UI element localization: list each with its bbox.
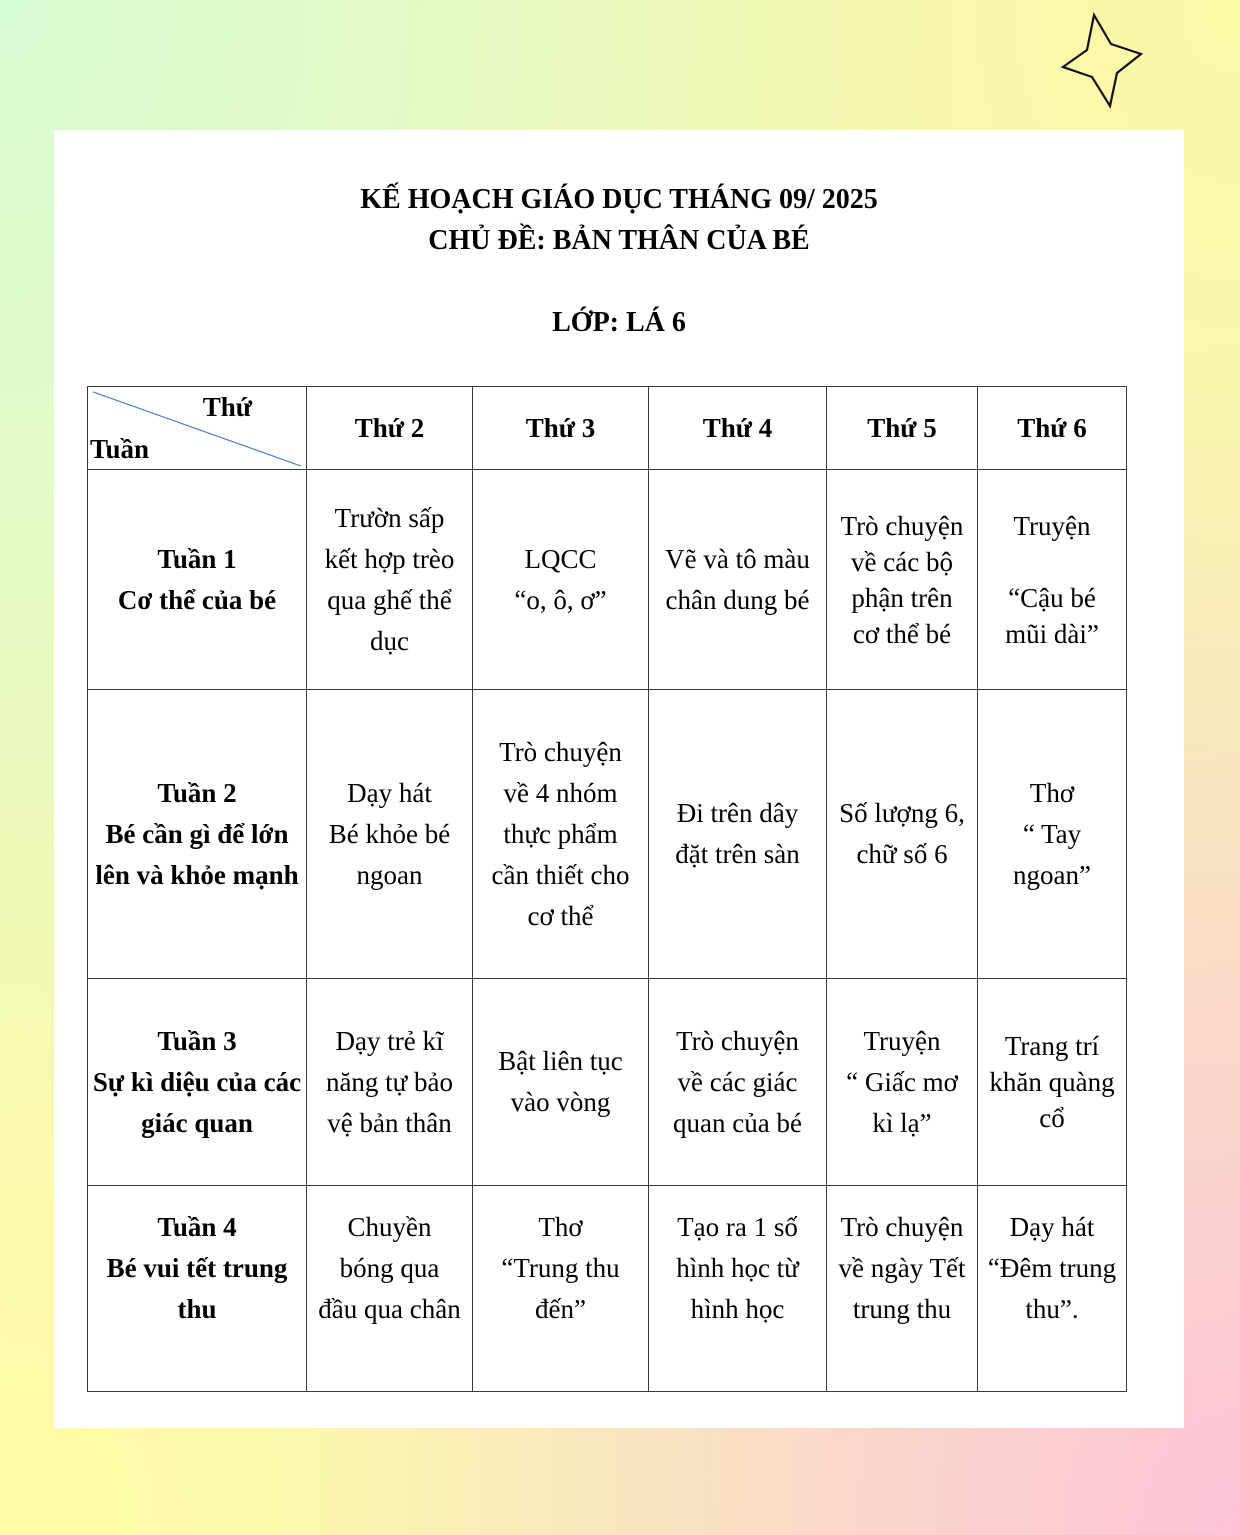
- week-theme: Bé cần gì để lớn lên và khỏe mạnh: [95, 818, 299, 890]
- activity-text: mũi dài”: [1005, 618, 1099, 649]
- activity-text: ngoan”: [1013, 859, 1091, 890]
- star-icon: [1058, 10, 1148, 112]
- activity-text: quan của bé: [673, 1107, 802, 1138]
- week-theme: Cơ thể của bé: [117, 584, 277, 615]
- spacer: [309, 1330, 470, 1371]
- table-row: [88, 690, 1127, 979]
- column-header: Thứ 2: [307, 387, 473, 470]
- spacer: [829, 1330, 975, 1371]
- activity-text: trung thu: [852, 1293, 952, 1324]
- class-label: LỚP: LÁ 6: [552, 307, 686, 338]
- activity-text: Trang trí: [1004, 1031, 1100, 1061]
- activity-cell: [978, 470, 1127, 690]
- activity-text: “ Giấc mơ: [846, 1066, 958, 1097]
- spacer: [475, 1330, 646, 1371]
- activity-text: LQCC: [524, 543, 597, 574]
- week-cell: [88, 690, 307, 979]
- activity-cell: [473, 1186, 649, 1392]
- corner-label-week: Tuần: [90, 434, 150, 464]
- spacer: [651, 1330, 824, 1371]
- activity-text: Tạo ra 1 số: [677, 1211, 798, 1242]
- activity-text: Dạy trẻ kĩ: [335, 1025, 444, 1056]
- activity-text: về các bộ: [851, 546, 953, 577]
- table-row: [88, 1186, 1127, 1392]
- corner-header-cell: [88, 387, 307, 470]
- activity-text: Bé khỏe bé: [328, 818, 451, 849]
- activity-text: cần thiết cho: [491, 859, 630, 890]
- activity-cell: [827, 470, 978, 690]
- week-title: Tuần 1: [157, 543, 237, 574]
- week-title: Tuần 2: [157, 777, 237, 808]
- activity-text: Bật liên tục: [498, 1046, 623, 1076]
- document-title: KẾ HOẠCH GIÁO DỤC THÁNG 09/ 2025: [360, 184, 878, 215]
- activity-text: Trườn sấp: [334, 502, 445, 533]
- column-header: Thứ 3: [473, 387, 649, 470]
- activity-cell: [307, 979, 473, 1186]
- table-header-row: [88, 387, 1127, 470]
- activity-cell: [473, 470, 649, 690]
- document-card: [54, 130, 1184, 1428]
- activity-text: bóng qua: [339, 1252, 440, 1283]
- activity-text: chữ số 6: [856, 839, 948, 869]
- activity-text: “Trung thu: [501, 1252, 620, 1283]
- table-row: [88, 470, 1127, 690]
- activity-cell: [473, 979, 649, 1186]
- activity-text: đầu qua chân: [318, 1293, 461, 1324]
- activity-text: “Cậu bé: [1008, 582, 1096, 613]
- column-header: Thứ 5: [827, 387, 978, 470]
- corner-label-day: Thứ: [202, 392, 252, 422]
- document-subtitle: CHỦ ĐỀ: BẢN THÂN CỦA BÉ: [428, 225, 810, 256]
- activity-text: vào vòng: [510, 1087, 611, 1117]
- activity-cell: [827, 1186, 978, 1392]
- activity-text: vệ bản thân: [327, 1107, 452, 1138]
- activity-text: qua ghế thể: [327, 584, 452, 615]
- column-header: Thứ 6: [978, 387, 1127, 470]
- activity-text: hình học: [690, 1293, 785, 1324]
- activity-text: cơ thể: [527, 900, 594, 931]
- activity-text: đặt trên sàn: [675, 839, 800, 869]
- activity-text: Chuyền: [347, 1211, 432, 1242]
- activity-text: phận trên: [851, 582, 953, 613]
- activity-text: chân dung bé: [665, 584, 810, 615]
- activity-text: “o, ô, ơ”: [514, 584, 607, 615]
- activity-text: thực phẩm: [503, 818, 618, 849]
- activity-text: hình học từ: [676, 1252, 799, 1283]
- activity-cell: [307, 470, 473, 690]
- activity-cell: [827, 979, 978, 1186]
- activity-text: Truyện: [1013, 510, 1091, 541]
- activity-text: kì lạ”: [872, 1107, 932, 1138]
- activity-text: dục: [370, 625, 409, 656]
- activity-text: Vẽ và tô màu: [665, 543, 810, 574]
- activity-text: Thơ: [538, 1211, 583, 1242]
- weekly-plan-table: [87, 386, 1127, 1392]
- activity-cell: [649, 470, 827, 690]
- activity-text: cổ: [1039, 1103, 1065, 1133]
- activity-text: đến”: [535, 1293, 586, 1324]
- week-title: Tuần 3: [157, 1025, 237, 1056]
- week-theme: Bé vui tết trung thu: [106, 1252, 288, 1324]
- activity-text: Truyện: [863, 1025, 941, 1056]
- week-cell: [88, 470, 307, 690]
- week-cell: [88, 1186, 307, 1392]
- activity-cell: [978, 1186, 1127, 1392]
- activity-text: ngoan: [356, 859, 423, 890]
- activity-cell: [978, 979, 1127, 1186]
- activity-text: Trò chuyện: [499, 736, 622, 767]
- activity-cell: [978, 690, 1127, 979]
- activity-text: cơ thể bé: [852, 618, 952, 649]
- activity-cell: [649, 1186, 827, 1392]
- activity-text: thu”.: [1025, 1293, 1079, 1324]
- activity-text: “Đêm trung: [987, 1252, 1117, 1283]
- spacer: [90, 1330, 304, 1371]
- activity-cell: [307, 1186, 473, 1392]
- activity-text: về ngày Tết: [838, 1252, 966, 1283]
- week-title: Tuần 4: [157, 1211, 237, 1242]
- activity-text: Đi trên dây: [676, 798, 799, 828]
- week-theme: Sự kì diệu của các giác quan: [92, 1066, 302, 1138]
- activity-text: Trò chuyện: [676, 1025, 799, 1056]
- activity-text: khăn quàng: [989, 1067, 1115, 1097]
- week-cell: [88, 979, 307, 1186]
- activity-cell: [307, 690, 473, 979]
- activity-cell: [473, 690, 649, 979]
- activity-cell: [649, 690, 827, 979]
- activity-text: Dạy hát: [1009, 1211, 1095, 1242]
- activity-text: Trò chuyện: [840, 510, 964, 541]
- activity-text: năng tự bảo: [325, 1066, 454, 1097]
- activity-text: “ Tay: [1022, 818, 1082, 849]
- activity-cell: [827, 690, 978, 979]
- activity-cell: [649, 979, 827, 1186]
- star-shape: [1063, 15, 1141, 106]
- activity-text: Trò chuyện: [840, 1211, 964, 1242]
- spacer: [980, 1330, 1124, 1371]
- activity-text: về các giác: [677, 1066, 798, 1097]
- table-row: [88, 979, 1127, 1186]
- activity-spacer: [980, 544, 1124, 580]
- activity-text: về 4 nhóm: [503, 777, 618, 808]
- activity-text: Thơ: [1029, 777, 1075, 808]
- column-header: Thứ 4: [649, 387, 827, 470]
- activity-text: Dạy hát: [347, 777, 432, 808]
- activity-text: kết hợp trèo: [324, 543, 455, 574]
- activity-text: Số lượng 6,: [839, 798, 965, 828]
